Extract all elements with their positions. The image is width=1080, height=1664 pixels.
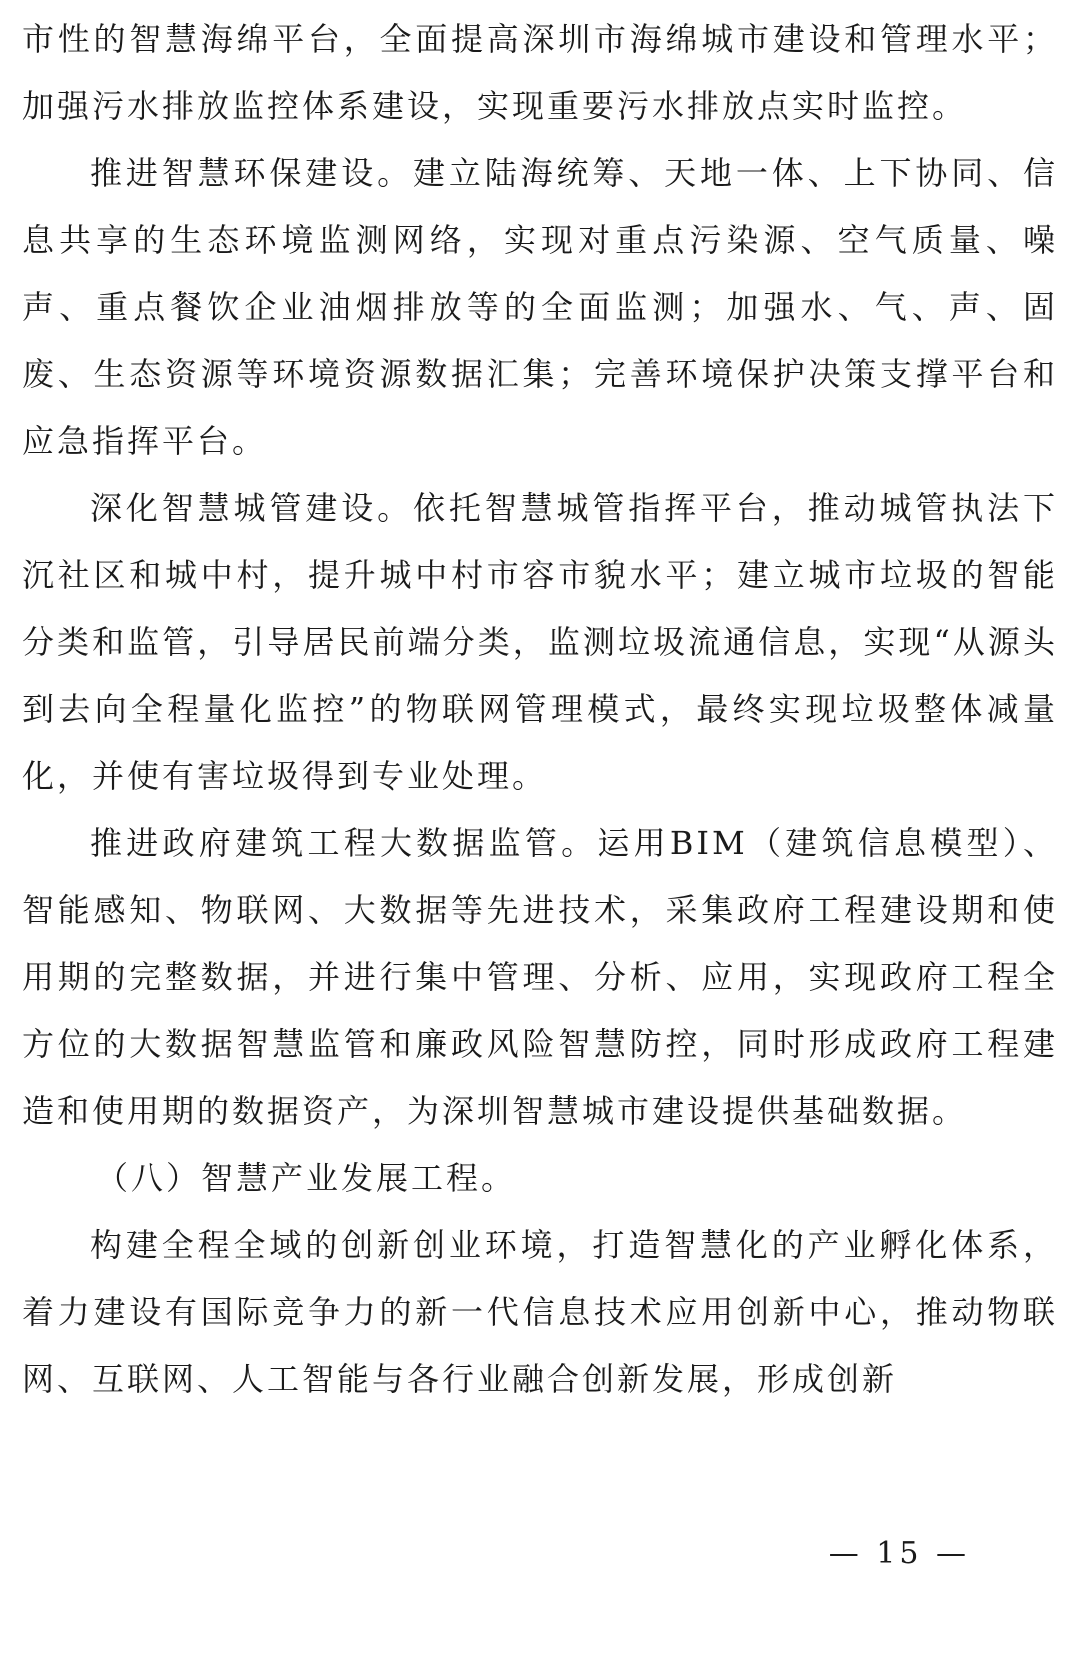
document-body: [22, 6, 1058, 1413]
paragraph-sponge-city-continuation: 市性的智慧海绵平台，全面提高深圳市海绵城市建设和管理水平；加强污水排放监控体系建设，实现重要污水排放点实时监控。: [22, 20, 1058, 125]
paragraph-government-construction-big-data: 推进政府建筑工程大数据监管。运用BIM（建筑信息模型）、智能感知、物联网、大数据等先进技术，采集政府工程建设期和使用期的完整数据，并进行集中管理、分析、应用，实现政府工程全方位的大数据智慧监管和廉政风险智慧防控，同时形成政府工程建造和使用期的数据资产，为深圳智慧城市建设提供基础数据。: [22, 824, 1058, 1130]
section-heading-smart-industry: （八）智慧产业发展工程。: [96, 1159, 517, 1197]
page-number: — 15 —: [828, 1536, 970, 1571]
paragraph-innovation-environment: 构建全程全域的创新创业环境，打造智慧化的产业孵化体系，着力建设有国际竞争力的新一代信息技术应用创新中心，推动物联网、互联网、人工智能与各行业融合创新发展，形成创新: [22, 1226, 1058, 1398]
paragraph-smart-city-management: 深化智慧城管建设。依托智慧城管指挥平台，推动城管执法下沉社区和城中村，提升城中村市容市貌水平；建立城市垃圾的智能分类和监管，引导居民前端分类，监测垃圾流通信息，实现“从源头到去向全程量化监控”的物联网管理模式，最终实现垃圾整体减量化，并使有害垃圾得到专业处理。: [22, 489, 1058, 795]
paragraph-smart-environment: 推进智慧环保建设。建立陆海统筹、天地一体、上下协同、信息共享的生态环境监测网络，实现对重点污染源、空气质量、噪声、重点餐饮企业油烟排放等的全面监测；加强水、气、声、固废、生态资源等环境资源数据汇集；完善环境保护决策支撑平台和应急指挥平台。: [22, 154, 1058, 460]
